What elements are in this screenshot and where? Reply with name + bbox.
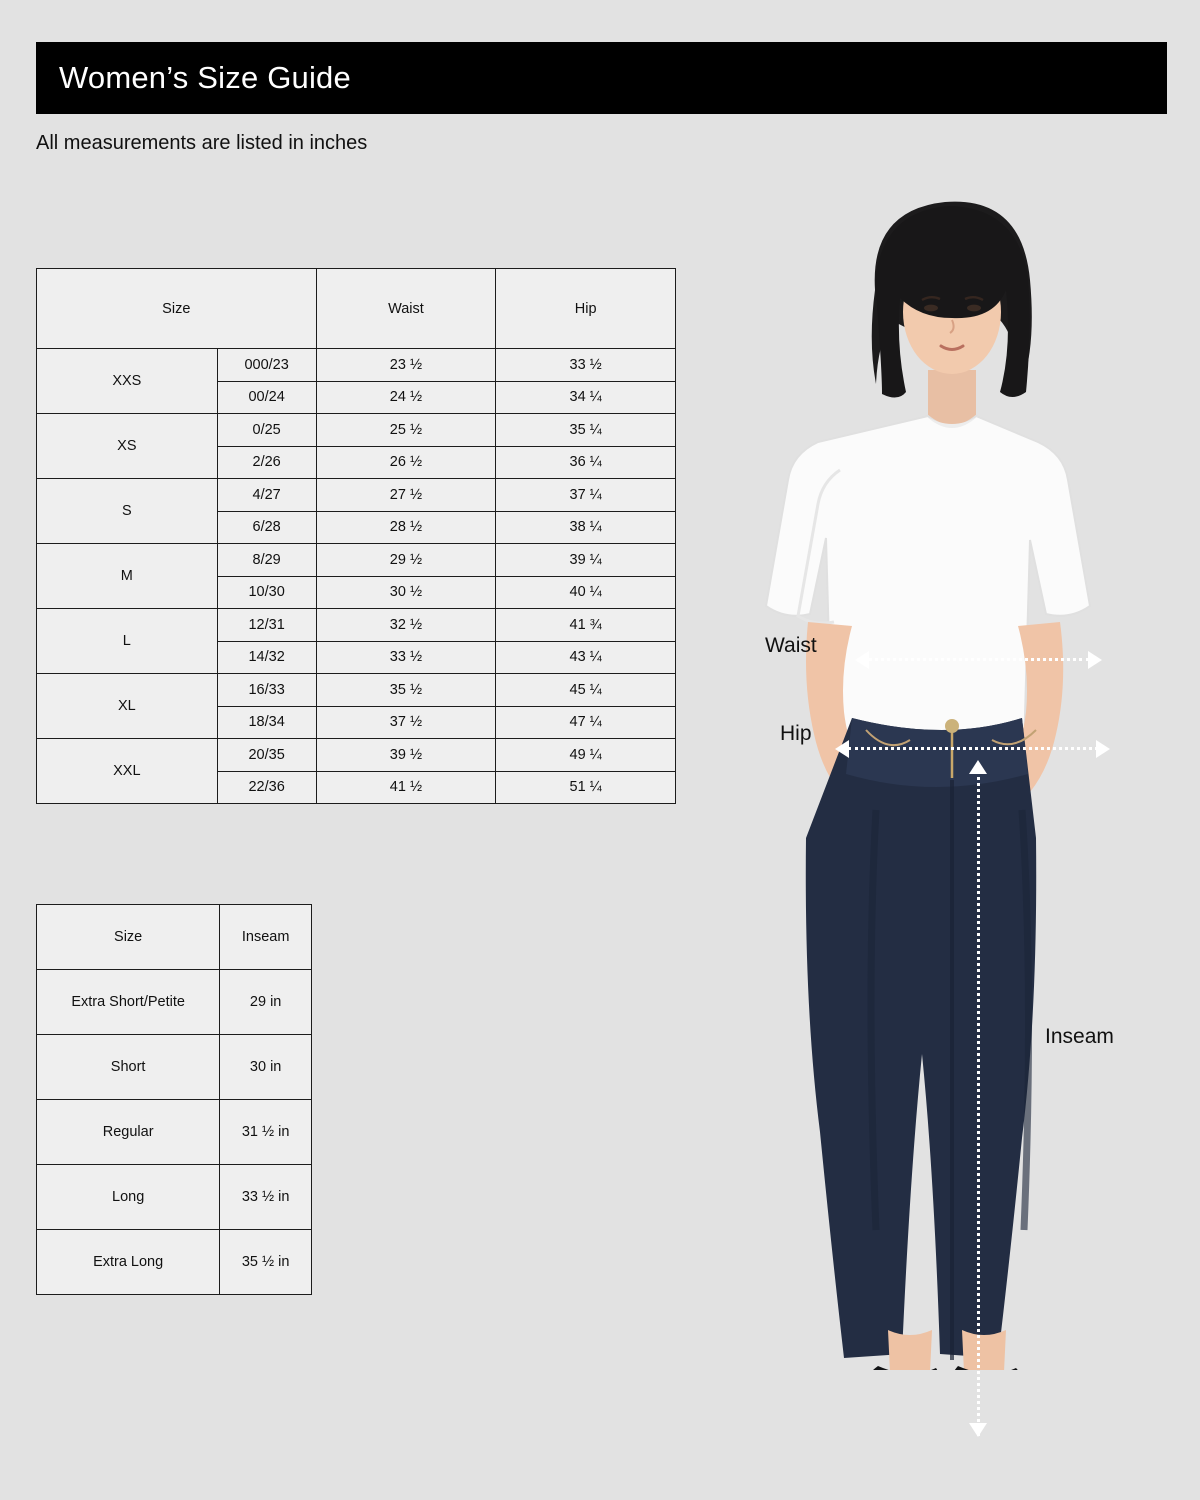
table-row (37, 970, 312, 1035)
model-photo (700, 170, 1170, 1370)
page-subtitle: All measurements are listed in inches (36, 132, 368, 154)
size-number: 4/27 (217, 479, 316, 512)
hip-value: 33 ½ (496, 349, 676, 382)
inseam-size-label: Short (37, 1035, 220, 1100)
table-row (37, 609, 676, 642)
table-row (37, 1100, 312, 1165)
hip-value: 43 ¼ (496, 641, 676, 674)
inseam-size-label: Regular (37, 1100, 220, 1165)
inseam-measure-line (977, 770, 980, 1436)
size-group-label: XXL (37, 739, 218, 804)
waist-value: 27 ½ (316, 479, 496, 512)
size-number: 22/36 (217, 771, 316, 804)
size-group-label: M (37, 544, 218, 609)
table-header-row (37, 269, 676, 349)
column-header-inseam: Inseam (220, 905, 312, 970)
inseam-value: 31 ½ in (220, 1100, 312, 1165)
inseam-callout-label: Inseam (1045, 1025, 1114, 1048)
size-group-label: L (37, 609, 218, 674)
hip-arrow-left-icon (835, 740, 849, 758)
inseam-size-label: Extra Long (37, 1230, 220, 1295)
waist-value: 24 ½ (316, 381, 496, 414)
waist-value: 29 ½ (316, 544, 496, 577)
column-header-waist: Waist (316, 269, 496, 349)
inseam-length-table (36, 904, 312, 1295)
inseam-size-label: Extra Short/Petite (37, 970, 220, 1035)
waist-value: 35 ½ (316, 674, 496, 707)
size-number: 2/26 (217, 446, 316, 479)
size-number: 000/23 (217, 349, 316, 382)
size-number: 00/24 (217, 381, 316, 414)
size-number: 18/34 (217, 706, 316, 739)
size-number: 12/31 (217, 609, 316, 642)
inseam-arrow-up-icon (969, 760, 987, 774)
column-header-size: Size (37, 269, 317, 349)
size-number: 0/25 (217, 414, 316, 447)
inseam-value: 35 ½ in (220, 1230, 312, 1295)
hip-measure-line (848, 747, 1098, 750)
size-group-label: XS (37, 414, 218, 479)
waist-callout-label: Waist (765, 634, 817, 657)
size-number: 8/29 (217, 544, 316, 577)
waist-value: 41 ½ (316, 771, 496, 804)
hip-arrow-right-icon (1096, 740, 1110, 758)
table-row (37, 1165, 312, 1230)
size-number: 6/28 (217, 511, 316, 544)
waist-value: 30 ½ (316, 576, 496, 609)
page-header-bar (36, 42, 1167, 114)
waist-value: 28 ½ (316, 511, 496, 544)
hip-callout-label: Hip (780, 722, 812, 745)
inseam-value: 33 ½ in (220, 1165, 312, 1230)
hip-value: 51 ¼ (496, 771, 676, 804)
waist-arrow-left-icon (855, 651, 869, 669)
inseam-value: 29 in (220, 970, 312, 1035)
page-title: Women’s Size Guide (59, 60, 351, 95)
hip-value: 34 ¼ (496, 381, 676, 414)
hip-value: 36 ¼ (496, 446, 676, 479)
hip-value: 49 ¼ (496, 739, 676, 772)
waist-value: 33 ½ (316, 641, 496, 674)
size-number: 14/32 (217, 641, 316, 674)
inseam-size-label: Long (37, 1165, 220, 1230)
hip-value: 39 ¼ (496, 544, 676, 577)
waist-value: 23 ½ (316, 349, 496, 382)
hip-value: 45 ¼ (496, 674, 676, 707)
table-row (37, 674, 676, 707)
size-number: 20/35 (217, 739, 316, 772)
waist-value: 25 ½ (316, 414, 496, 447)
table-row (37, 739, 676, 772)
table-row (37, 544, 676, 577)
waist-value: 37 ½ (316, 706, 496, 739)
table-row (37, 1035, 312, 1100)
waist-measure-line (868, 658, 1090, 661)
hip-value: 38 ¼ (496, 511, 676, 544)
size-number: 16/33 (217, 674, 316, 707)
model-illustration (700, 170, 1170, 1370)
inseam-arrow-down-icon (969, 1423, 987, 1437)
size-group-label: S (37, 479, 218, 544)
waist-value: 39 ½ (316, 739, 496, 772)
table-row (37, 414, 676, 447)
size-number: 10/30 (217, 576, 316, 609)
hip-value: 47 ¼ (496, 706, 676, 739)
table-row (37, 349, 676, 382)
table-row (37, 479, 676, 512)
hip-value: 37 ¼ (496, 479, 676, 512)
size-group-label: XXS (37, 349, 218, 414)
waist-arrow-right-icon (1088, 651, 1102, 669)
column-header-size: Size (37, 905, 220, 970)
inseam-value: 30 in (220, 1035, 312, 1100)
size-measurements-table (36, 268, 676, 804)
hip-value: 40 ¼ (496, 576, 676, 609)
size-group-label: XL (37, 674, 218, 739)
table-row (37, 1230, 312, 1295)
hip-value: 35 ¼ (496, 414, 676, 447)
table-header-row (37, 905, 312, 970)
waist-value: 26 ½ (316, 446, 496, 479)
hip-value: 41 ¾ (496, 609, 676, 642)
column-header-hip: Hip (496, 269, 676, 349)
waist-value: 32 ½ (316, 609, 496, 642)
